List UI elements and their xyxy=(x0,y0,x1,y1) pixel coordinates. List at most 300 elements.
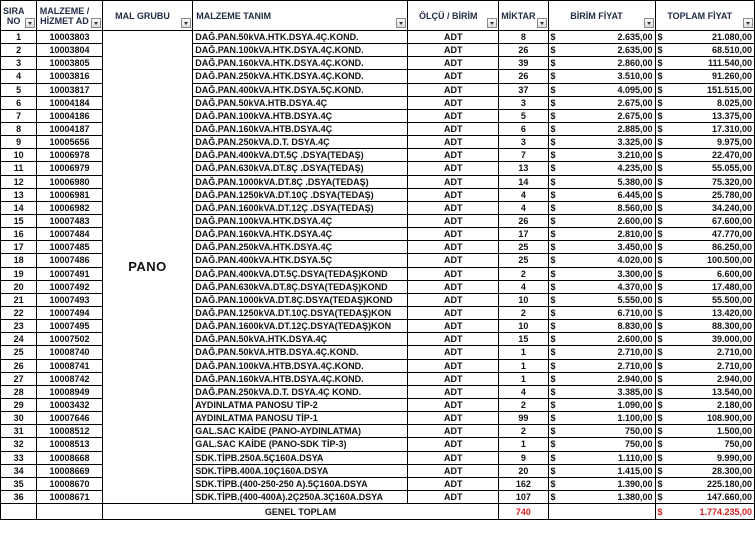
cell-toplam-fiyat[interactable] xyxy=(655,451,755,464)
cell-malzeme-no[interactable]: 10007494 xyxy=(37,306,103,319)
cell-malzeme-no[interactable]: 10007485 xyxy=(37,241,103,254)
cell-birim[interactable]: ADT xyxy=(408,451,499,464)
cell-sira[interactable]: 5 xyxy=(1,83,37,96)
cell-total-malzeme-no[interactable] xyxy=(37,504,103,520)
currency-symbol: $ xyxy=(657,452,663,463)
cell-birim-fiyat[interactable] xyxy=(548,96,655,109)
cell-sira[interactable]: 13 xyxy=(1,188,37,201)
cell-birim-fiyat[interactable] xyxy=(548,214,655,227)
cell-sira[interactable]: 28 xyxy=(1,385,37,398)
filter-dropdown-icon[interactable] xyxy=(644,18,654,28)
cell-birim[interactable]: ADT xyxy=(408,214,499,227)
cell-toplam-fiyat[interactable] xyxy=(655,477,755,490)
cell-sira[interactable]: 7 xyxy=(1,109,37,122)
cell-birim[interactable]: ADT xyxy=(408,162,499,175)
cell-birim-fiyat[interactable] xyxy=(548,83,655,96)
cell-miktar[interactable]: 15 xyxy=(499,333,548,346)
cell-sira[interactable]: 8 xyxy=(1,122,37,135)
cell-miktar[interactable]: 4 xyxy=(499,188,548,201)
currency-symbol: $ xyxy=(657,97,663,108)
cell-malzeme-no[interactable]: 10008512 xyxy=(37,425,103,438)
currency-symbol: $ xyxy=(657,216,663,227)
cell-sira[interactable]: 16 xyxy=(1,228,37,241)
cell-sira[interactable]: 14 xyxy=(1,201,37,214)
cell-malzeme-no[interactable]: 10003804 xyxy=(37,44,103,57)
cell-miktar[interactable]: 2 xyxy=(499,425,548,438)
cell-tanim[interactable]: DAĞ.PAN.160kVA.HTK.DSYA.4Ç xyxy=(193,228,408,241)
cell-toplam-fiyat[interactable] xyxy=(655,359,755,372)
cell-birim[interactable]: ADT xyxy=(408,188,499,201)
cell-birim-fiyat[interactable] xyxy=(548,228,655,241)
cell-sira[interactable]: 11 xyxy=(1,162,37,175)
cell-sira[interactable]: 36 xyxy=(1,490,37,503)
cell-birim[interactable]: ADT xyxy=(408,267,499,280)
cell-tanim[interactable]: DAĞ.PAN.1600kVA.DT.12Ç .DSYA(TEDAŞ) xyxy=(193,201,408,214)
cell-birim-fiyat[interactable] xyxy=(548,267,655,280)
cell-toplam-fiyat[interactable] xyxy=(655,306,755,319)
cell-miktar[interactable]: 9 xyxy=(499,451,548,464)
amount-value: 3.210,00 xyxy=(617,150,653,161)
cell-birim[interactable]: ADT xyxy=(408,109,499,122)
cell-birim-fiyat[interactable] xyxy=(548,70,655,83)
cell-sira[interactable]: 4 xyxy=(1,70,37,83)
cell-malzeme-no[interactable]: 10008669 xyxy=(37,464,103,477)
cell-mal-grubu[interactable]: PANO xyxy=(102,31,192,504)
cell-sira[interactable]: 32 xyxy=(1,438,37,451)
cell-tanim[interactable]: DAĞ.PAN.100kVA.HTK.DSYA.4Ç xyxy=(193,214,408,227)
amount-value: 8.025,00 xyxy=(716,97,752,108)
cell-malzeme-no[interactable]: 10007493 xyxy=(37,293,103,306)
cell-birim[interactable]: ADT xyxy=(408,280,499,293)
cell-birim-fiyat[interactable] xyxy=(548,254,655,267)
cell-tanim[interactable]: DAĞ.PAN.250kVA.HTK.DSYA.4Ç.KOND. xyxy=(193,70,408,83)
cell-birim[interactable]: ADT xyxy=(408,175,499,188)
cell-malzeme-no[interactable]: 10006981 xyxy=(37,188,103,201)
filter-dropdown-icon[interactable] xyxy=(487,18,497,28)
filter-dropdown-icon[interactable] xyxy=(25,18,35,28)
cell-malzeme-no[interactable]: 10007492 xyxy=(37,280,103,293)
cell-birim[interactable]: ADT xyxy=(408,412,499,425)
amount-value: 225.180,00 xyxy=(706,478,752,489)
cell-toplam-fiyat[interactable] xyxy=(655,83,755,96)
cell-miktar[interactable]: 1 xyxy=(499,372,548,385)
filter-dropdown-icon[interactable] xyxy=(181,18,191,28)
cell-miktar[interactable]: 3 xyxy=(499,136,548,149)
cell-miktar[interactable]: 26 xyxy=(499,70,548,83)
cell-birim[interactable]: ADT xyxy=(408,333,499,346)
amount-value: 750,00 xyxy=(724,439,752,450)
cell-birim-fiyat[interactable] xyxy=(548,188,655,201)
cell-birim-fiyat[interactable] xyxy=(548,109,655,122)
cell-malzeme-no[interactable]: 10007502 xyxy=(37,333,103,346)
cell-total-sira[interactable] xyxy=(1,504,37,520)
cell-birim[interactable]: ADT xyxy=(408,293,499,306)
cell-malzeme-no[interactable]: 10003816 xyxy=(37,70,103,83)
cell-sira[interactable]: 9 xyxy=(1,136,37,149)
cell-birim[interactable]: ADT xyxy=(408,83,499,96)
cell-miktar[interactable]: 20 xyxy=(499,464,548,477)
cell-birim[interactable]: ADT xyxy=(408,306,499,319)
cell-miktar[interactable]: 10 xyxy=(499,320,548,333)
cell-birim[interactable]: ADT xyxy=(408,44,499,57)
cell-miktar[interactable]: 39 xyxy=(499,57,548,70)
cell-toplam-fiyat[interactable] xyxy=(655,320,755,333)
amount-value: 55.500,00 xyxy=(711,294,752,305)
cell-birim-fiyat[interactable] xyxy=(548,464,655,477)
cell-birim[interactable]: ADT xyxy=(408,385,499,398)
cell-tanim[interactable]: DAĞ.PAN.400kVA.HTK.DSYA.5Ç xyxy=(193,254,408,267)
cell-malzeme-no[interactable]: 10007483 xyxy=(37,214,103,227)
cell-tanim[interactable]: SDK.TİPB.(400-250-250 A).5Ç160A.DSYA xyxy=(193,477,408,490)
cell-tanim[interactable]: AYDINLATMA PANOSU TİP-2 xyxy=(193,398,408,411)
amount-value: 1.100,00 xyxy=(617,413,653,424)
cell-toplam-fiyat[interactable] xyxy=(655,31,755,44)
cell-birim-fiyat[interactable] xyxy=(548,346,655,359)
cell-tanim[interactable]: DAĞ.PAN.1600kVA.DT.12Ç.DSYA(TEDAŞ)KON xyxy=(193,320,408,333)
currency-symbol: $ xyxy=(657,400,663,410)
cell-toplam-fiyat[interactable] xyxy=(655,122,755,135)
currency-symbol: $ xyxy=(657,294,663,305)
cell-toplam-fiyat[interactable] xyxy=(655,214,755,227)
cell-tanim[interactable]: DAĞ.PAN.50kVA.HTK.DSYA.4Ç xyxy=(193,333,408,346)
cell-tanim[interactable]: DAĞ.PAN.400kVA.DT.5Ç .DSYA(TEDAŞ) xyxy=(193,149,408,162)
cell-birim[interactable]: ADT xyxy=(408,464,499,477)
cell-birim-fiyat[interactable] xyxy=(548,31,655,44)
cell-miktar[interactable]: 13 xyxy=(499,162,548,175)
amount-value: 2.635,00 xyxy=(617,45,653,56)
cell-malzeme-no[interactable]: 10004184 xyxy=(37,96,103,109)
cell-toplam-fiyat[interactable] xyxy=(655,372,755,385)
cell-tanim[interactable]: DAĞ.PAN.160kVA.HTB.DSYA.4Ç.KOND. xyxy=(193,372,408,385)
cell-miktar[interactable]: 7 xyxy=(499,149,548,162)
cell-malzeme-no[interactable]: 10007486 xyxy=(37,254,103,267)
cell-miktar[interactable]: 10 xyxy=(499,293,548,306)
total-row xyxy=(1,504,755,520)
currency-symbol: $ xyxy=(550,176,556,187)
cell-toplam-fiyat[interactable] xyxy=(655,149,755,162)
cell-tanim[interactable]: DAĞ.PAN.1000kVA.DT.8Ç .DSYA(TEDAŞ) xyxy=(193,175,408,188)
currency-symbol: $ xyxy=(550,32,556,43)
cell-birim-fiyat[interactable] xyxy=(548,451,655,464)
cell-sira[interactable]: 33 xyxy=(1,451,37,464)
cell-miktar[interactable]: 6 xyxy=(499,122,548,135)
cell-birim[interactable]: ADT xyxy=(408,136,499,149)
cell-malzeme-no[interactable]: 10006978 xyxy=(37,149,103,162)
cell-birim[interactable]: ADT xyxy=(408,346,499,359)
cell-birim-fiyat[interactable] xyxy=(548,477,655,490)
filter-dropdown-icon[interactable] xyxy=(743,18,753,28)
cell-birim[interactable]: ADT xyxy=(408,57,499,70)
amount-value: 39.000,00 xyxy=(711,334,752,345)
cell-tanim[interactable]: DAĞ.PAN.100kVA.HTB.DSYA.4Ç.KOND. xyxy=(193,359,408,372)
cell-malzeme-no[interactable]: 10008740 xyxy=(37,346,103,359)
cell-malzeme-no[interactable]: 10006982 xyxy=(37,201,103,214)
amount-value: 2.940,00 xyxy=(716,373,752,384)
cell-birim[interactable]: ADT xyxy=(408,149,499,162)
cell-birim-fiyat[interactable] xyxy=(548,320,655,333)
cell-birim-fiyat[interactable] xyxy=(548,385,655,398)
cell-toplam-fiyat[interactable] xyxy=(655,425,755,438)
cell-birim-fiyat[interactable] xyxy=(548,398,655,411)
cell-miktar[interactable]: 4 xyxy=(499,280,548,293)
cell-malzeme-no[interactable]: 10008513 xyxy=(37,438,103,451)
cell-miktar[interactable]: 14 xyxy=(499,175,548,188)
cell-toplam-fiyat[interactable] xyxy=(655,412,755,425)
cell-birim[interactable]: ADT xyxy=(408,201,499,214)
amount-value: 2.860,00 xyxy=(617,58,653,69)
cell-total-birim-fiyat[interactable] xyxy=(548,504,655,520)
cell-birim[interactable]: ADT xyxy=(408,477,499,490)
cell-birim-fiyat[interactable] xyxy=(548,490,655,503)
cell-toplam-fiyat[interactable] xyxy=(655,438,755,451)
cell-sira[interactable]: 25 xyxy=(1,346,37,359)
cell-toplam-fiyat[interactable] xyxy=(655,201,755,214)
cell-sira[interactable]: 24 xyxy=(1,333,37,346)
cell-tanim[interactable]: DAĞ.PAN.400kVA.HTK.DSYA.5Ç.KOND. xyxy=(193,83,408,96)
cell-toplam-fiyat[interactable] xyxy=(655,333,755,346)
filter-dropdown-icon[interactable] xyxy=(396,18,406,28)
cell-miktar[interactable]: 2 xyxy=(499,398,548,411)
cell-malzeme-no[interactable]: 10007491 xyxy=(37,267,103,280)
cell-tanim[interactable]: DAĞ.PAN.250kVA.D.T. DSYA.4Ç KOND. xyxy=(193,385,408,398)
cell-sira[interactable]: 10 xyxy=(1,149,37,162)
cell-birim[interactable]: ADT xyxy=(408,359,499,372)
cell-tanim[interactable]: SDK.TİPB.250A.5Ç160A.DSYA xyxy=(193,451,408,464)
cell-toplam-fiyat[interactable] xyxy=(655,490,755,503)
cell-birim-fiyat[interactable] xyxy=(548,438,655,451)
cell-tanim[interactable]: DAĞ.PAN.250kVA.D.T. DSYA.4Ç xyxy=(193,136,408,149)
cell-tanim[interactable]: DAĞ.PAN.250kVA.HTK.DSYA.4Ç xyxy=(193,241,408,254)
cell-sira[interactable]: 34 xyxy=(1,464,37,477)
amount-value: 3.385,00 xyxy=(617,386,653,397)
cell-miktar[interactable]: 1 xyxy=(499,359,548,372)
cell-tanim[interactable]: AYDINLATMA PANOSU TİP-1 xyxy=(193,412,408,425)
cell-malzeme-no[interactable]: 10004186 xyxy=(37,109,103,122)
currency-symbol: $ xyxy=(657,386,663,397)
cell-toplam-fiyat[interactable] xyxy=(655,346,755,359)
cell-miktar[interactable]: 26 xyxy=(499,214,548,227)
cell-toplam-fiyat[interactable] xyxy=(655,175,755,188)
cell-birim[interactable]: ADT xyxy=(408,228,499,241)
cell-birim-fiyat[interactable] xyxy=(548,149,655,162)
cell-sira[interactable]: 15 xyxy=(1,214,37,227)
cell-birim-fiyat[interactable] xyxy=(548,293,655,306)
cell-toplam-fiyat[interactable] xyxy=(655,293,755,306)
amount-value: 47.770,00 xyxy=(711,229,752,240)
cell-sira[interactable]: 22 xyxy=(1,306,37,319)
amount-value: 2.675,00 xyxy=(617,110,653,121)
cell-miktar[interactable]: 8 xyxy=(499,31,548,44)
cell-birim-fiyat[interactable] xyxy=(548,44,655,57)
cell-miktar[interactable]: 99 xyxy=(499,412,548,425)
amount-value: 2.885,00 xyxy=(617,124,653,135)
cell-toplam-fiyat[interactable] xyxy=(655,188,755,201)
cell-toplam-fiyat[interactable] xyxy=(655,136,755,149)
cell-sira[interactable]: 21 xyxy=(1,293,37,306)
cell-sira[interactable]: 35 xyxy=(1,477,37,490)
cell-toplam-fiyat[interactable] xyxy=(655,109,755,122)
cell-miktar[interactable]: 26 xyxy=(499,44,548,57)
cell-malzeme-no[interactable]: 10006979 xyxy=(37,162,103,175)
cell-sira[interactable]: 3 xyxy=(1,57,37,70)
cell-miktar[interactable]: 4 xyxy=(499,201,548,214)
cell-miktar[interactable]: 17 xyxy=(499,228,548,241)
cell-birim[interactable]: ADT xyxy=(408,372,499,385)
cell-malzeme-no[interactable]: 10007495 xyxy=(37,320,103,333)
cell-sira[interactable]: 31 xyxy=(1,425,37,438)
cell-birim[interactable]: ADT xyxy=(408,31,499,44)
cell-malzeme-no[interactable]: 10004187 xyxy=(37,122,103,135)
cell-toplam-fiyat[interactable] xyxy=(655,70,755,83)
cell-sira[interactable]: 6 xyxy=(1,96,37,109)
total-label[interactable]: GENEL TOPLAM xyxy=(102,504,498,520)
cell-sira[interactable]: 20 xyxy=(1,280,37,293)
cell-sira[interactable]: 12 xyxy=(1,175,37,188)
cell-toplam-fiyat[interactable] xyxy=(655,280,755,293)
cell-sira[interactable]: 1 xyxy=(1,31,37,44)
cell-tanim[interactable]: DAĞ.PAN.630kVA.DT.8Ç .DSYA(TEDAŞ) xyxy=(193,162,408,175)
filter-dropdown-icon[interactable] xyxy=(91,18,101,28)
cell-sira[interactable]: 23 xyxy=(1,320,37,333)
currency-symbol: $ xyxy=(657,163,663,174)
cell-sira[interactable]: 29 xyxy=(1,398,37,411)
cell-malzeme-no[interactable]: 10003803 xyxy=(37,31,103,44)
cell-birim-fiyat[interactable] xyxy=(548,122,655,135)
cell-toplam-fiyat[interactable] xyxy=(655,398,755,411)
cell-toplam-fiyat[interactable] xyxy=(655,385,755,398)
cell-birim[interactable]: ADT xyxy=(408,254,499,267)
cell-miktar[interactable]: 4 xyxy=(499,385,548,398)
cell-miktar[interactable]: 2 xyxy=(499,306,548,319)
cell-birim[interactable]: ADT xyxy=(408,398,499,411)
cell-miktar[interactable]: 162 xyxy=(499,477,548,490)
cell-malzeme-no[interactable]: 10003805 xyxy=(37,57,103,70)
cell-toplam-fiyat[interactable] xyxy=(655,254,755,267)
cell-malzeme-no[interactable]: 10005656 xyxy=(37,136,103,149)
cell-tanim[interactable]: DAĞ.PAN.1000kVA.DT.8Ç.DSYA(TEDAŞ)KOND xyxy=(193,293,408,306)
cell-birim-fiyat[interactable] xyxy=(548,333,655,346)
cell-malzeme-no[interactable]: 10008741 xyxy=(37,359,103,372)
currency-symbol: $ xyxy=(550,386,556,397)
cell-birim-fiyat[interactable] xyxy=(548,57,655,70)
cell-birim-fiyat[interactable] xyxy=(548,306,655,319)
total-quantity[interactable]: 740 xyxy=(499,504,548,520)
cell-toplam-fiyat[interactable] xyxy=(655,228,755,241)
cell-tanim[interactable]: DAĞ.PAN.50kVA.HTB.DSYA.4Ç.KOND. xyxy=(193,346,408,359)
cell-toplam-fiyat[interactable] xyxy=(655,96,755,109)
cell-tanim[interactable]: DAĞ.PAN.100kVA.HTK.DSYA.4Ç.KOND. xyxy=(193,44,408,57)
filter-dropdown-icon[interactable] xyxy=(537,18,547,28)
cell-birim[interactable]: ADT xyxy=(408,490,499,503)
cell-tanim[interactable]: DAĞ.PAN.50kVA.HTK.DSYA.4Ç.KOND. xyxy=(193,31,408,44)
cell-tanim[interactable]: DAĞ.PAN.630kVA.DT.8Ç.DSYA(TEDAŞ)KOND xyxy=(193,280,408,293)
cell-birim-fiyat[interactable] xyxy=(548,280,655,293)
cell-miktar[interactable]: 25 xyxy=(499,241,548,254)
cell-toplam-fiyat[interactable] xyxy=(655,57,755,70)
cell-miktar[interactable]: 25 xyxy=(499,254,548,267)
currency-symbol: $ xyxy=(657,32,663,43)
cell-malzeme-no[interactable]: 10003817 xyxy=(37,83,103,96)
cell-birim[interactable]: ADT xyxy=(408,96,499,109)
cell-tanim[interactable]: SDK.TİPB.(400-400A).2Ç250A.3Ç160A.DSYA xyxy=(193,490,408,503)
cell-miktar[interactable]: 5 xyxy=(499,109,548,122)
cell-birim-fiyat[interactable] xyxy=(548,201,655,214)
cell-birim-fiyat[interactable] xyxy=(548,162,655,175)
amount-value: 86.250,00 xyxy=(711,242,752,253)
cell-tanim[interactable]: DAĞ.PAN.160kVA.HTB.DSYA.4Ç xyxy=(193,122,408,135)
cell-birim-fiyat[interactable] xyxy=(548,175,655,188)
cell-sira[interactable]: 26 xyxy=(1,359,37,372)
cell-birim[interactable]: ADT xyxy=(408,70,499,83)
cell-malzeme-no[interactable]: 10008949 xyxy=(37,385,103,398)
cell-toplam-fiyat[interactable] xyxy=(655,162,755,175)
cell-birim-fiyat[interactable] xyxy=(548,412,655,425)
cell-tanim[interactable]: DAĞ.PAN.50kVA.HTB.DSYA.4Ç xyxy=(193,96,408,109)
cell-birim[interactable]: ADT xyxy=(408,241,499,254)
cell-birim-fiyat[interactable] xyxy=(548,136,655,149)
cell-toplam-fiyat[interactable] xyxy=(655,464,755,477)
amount-value: 2.710,00 xyxy=(716,347,752,358)
table-body xyxy=(1,31,755,520)
cell-sira[interactable]: 19 xyxy=(1,267,37,280)
cell-malzeme-no[interactable]: 10003432 xyxy=(37,398,103,411)
cell-sira[interactable]: 30 xyxy=(1,412,37,425)
cell-sira[interactable]: 17 xyxy=(1,241,37,254)
cell-birim-fiyat[interactable] xyxy=(548,425,655,438)
cell-tanim[interactable]: DAĞ.PAN.160kVA.HTK.DSYA.4Ç.KOND. xyxy=(193,57,408,70)
cell-tanim[interactable]: DAĞ.PAN.1250kVA.DT.10Ç.DSYA(TEDAŞ)KON xyxy=(193,306,408,319)
cell-sira[interactable]: 18 xyxy=(1,254,37,267)
cell-birim[interactable]: ADT xyxy=(408,122,499,135)
cell-malzeme-no[interactable]: 10007484 xyxy=(37,228,103,241)
cell-malzeme-no[interactable]: 10007646 xyxy=(37,412,103,425)
cell-tanim[interactable]: SDK.TİPB.400A.10Ç160A.DSYA xyxy=(193,464,408,477)
cell-malzeme-no[interactable]: 10006980 xyxy=(37,175,103,188)
cell-birim[interactable]: ADT xyxy=(408,425,499,438)
cell-sira[interactable]: 27 xyxy=(1,372,37,385)
cell-birim[interactable]: ADT xyxy=(408,438,499,451)
cell-tanim[interactable]: GAL.SAC KAİDE (PANO-AYDINLATMA) xyxy=(193,425,408,438)
cell-miktar[interactable]: 37 xyxy=(499,83,548,96)
cell-malzeme-no[interactable]: 10008671 xyxy=(37,490,103,503)
cell-birim[interactable]: ADT xyxy=(408,320,499,333)
cell-toplam-fiyat[interactable] xyxy=(655,241,755,254)
cell-miktar[interactable]: 107 xyxy=(499,490,548,503)
cell-miktar[interactable]: 3 xyxy=(499,96,548,109)
cell-miktar[interactable]: 1 xyxy=(499,346,548,359)
cell-tanim[interactable]: DAĞ.PAN.100kVA.HTB.DSYA.4Ç xyxy=(193,109,408,122)
cell-malzeme-no[interactable]: 10008668 xyxy=(37,451,103,464)
cell-miktar[interactable]: 1 xyxy=(499,438,548,451)
currency-symbol: $ xyxy=(657,189,663,200)
total-amount[interactable] xyxy=(655,504,755,520)
cell-birim-fiyat[interactable] xyxy=(548,372,655,385)
currency-symbol: $ xyxy=(550,163,556,174)
currency-symbol: $ xyxy=(550,268,556,279)
cell-sira[interactable]: 2 xyxy=(1,44,37,57)
cell-toplam-fiyat[interactable] xyxy=(655,267,755,280)
cell-malzeme-no[interactable]: 10008742 xyxy=(37,372,103,385)
cell-malzeme-no[interactable]: 10008670 xyxy=(37,477,103,490)
cell-toplam-fiyat[interactable] xyxy=(655,44,755,57)
cell-birim-fiyat[interactable] xyxy=(548,241,655,254)
cell-tanim[interactable]: GAL.SAC KAİDE (PANO-SDK TİP-3) xyxy=(193,438,408,451)
currency-symbol: $ xyxy=(550,426,556,437)
cell-tanim[interactable]: DAĞ.PAN.400kVA.DT.5Ç.DSYA(TEDAŞ)KOND xyxy=(193,267,408,280)
cell-birim-fiyat[interactable] xyxy=(548,359,655,372)
cell-tanim[interactable]: DAĞ.PAN.1250kVA.DT.10Ç .DSYA(TEDAŞ) xyxy=(193,188,408,201)
cell-miktar[interactable]: 2 xyxy=(499,267,548,280)
